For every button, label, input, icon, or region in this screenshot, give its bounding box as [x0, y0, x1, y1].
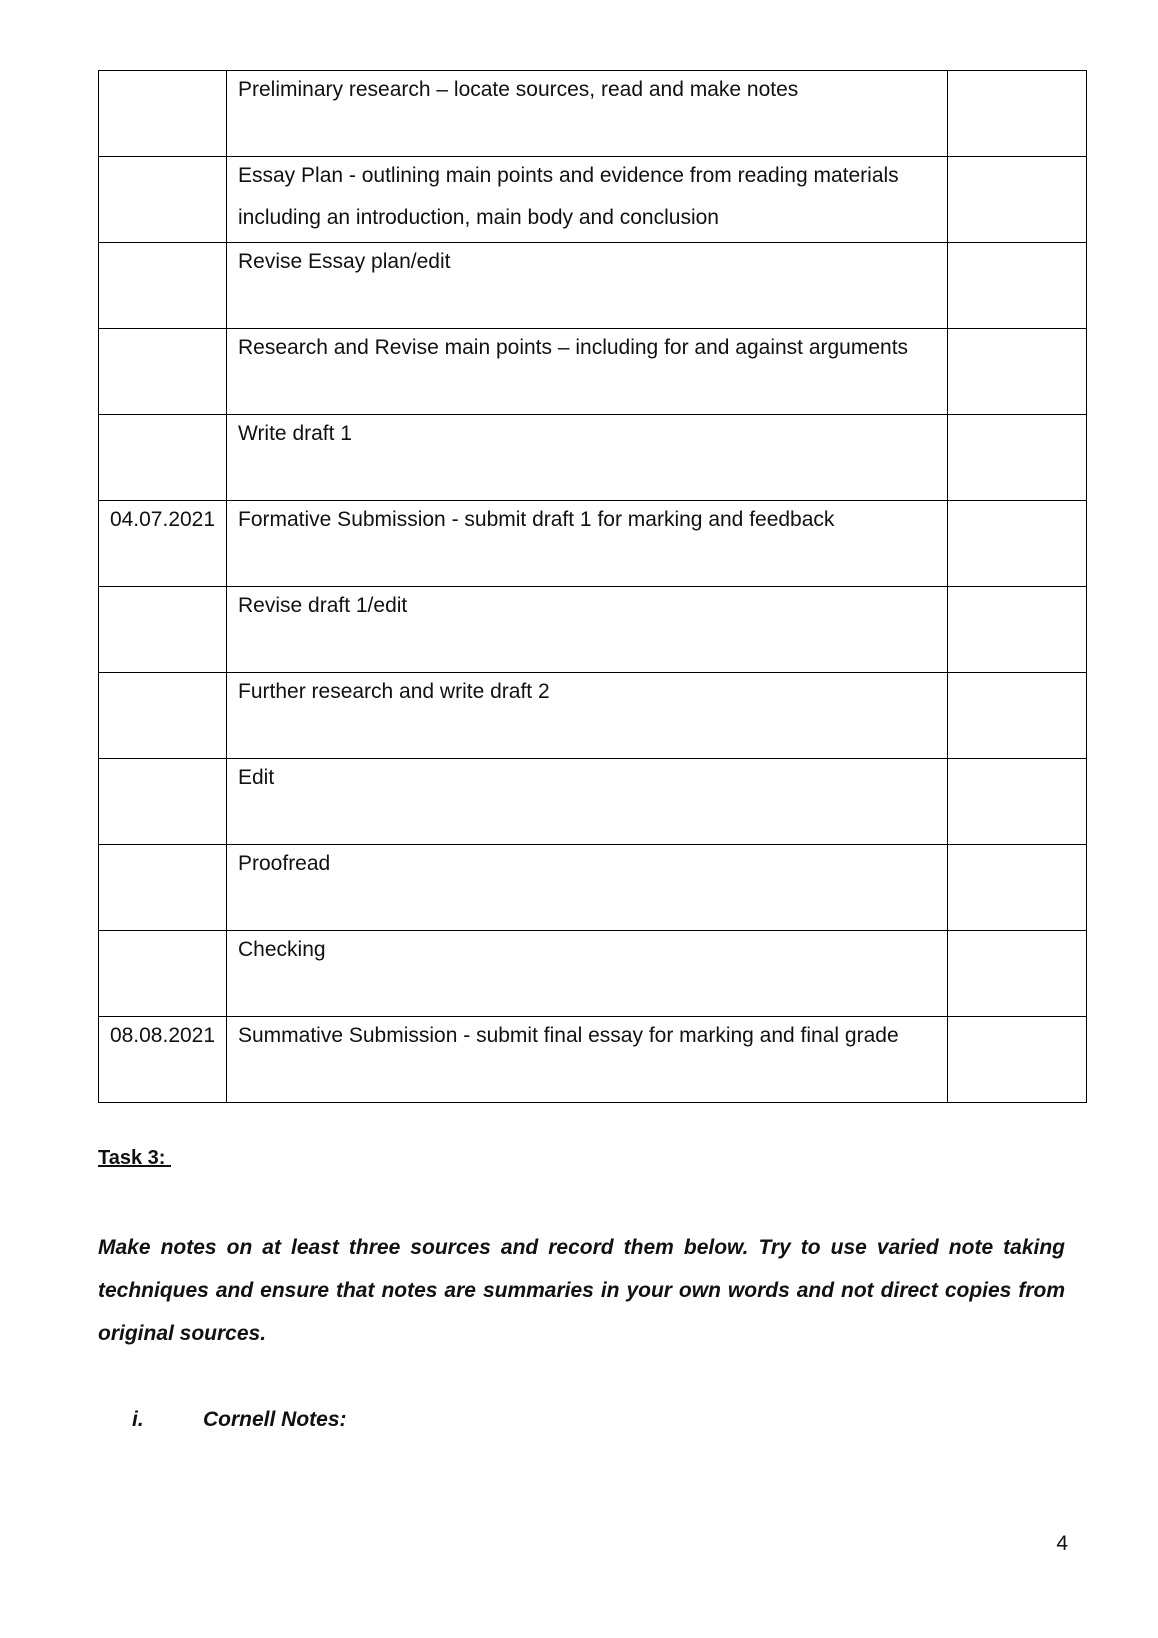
blank-cell: [948, 501, 1087, 587]
date-cell: 04.07.2021: [99, 501, 227, 587]
date-cell: [99, 157, 227, 243]
task-cell: Research and Revise main points – including for and against arguments: [227, 329, 948, 415]
blank-cell: [948, 157, 1087, 243]
blank-cell: [948, 243, 1087, 329]
table-row: [99, 157, 1087, 243]
blank-cell: [948, 673, 1087, 759]
date-cell: [99, 759, 227, 845]
table-row: [99, 415, 1087, 501]
task-cell: Write draft 1: [227, 415, 948, 501]
date-cell: [99, 243, 227, 329]
table-row: [99, 501, 1087, 587]
date-cell: [99, 931, 227, 1017]
task-cell: Revise draft 1/edit: [227, 587, 948, 673]
table-row: [99, 243, 1087, 329]
task-cell: Checking: [227, 931, 948, 1017]
blank-cell: [948, 415, 1087, 501]
date-cell: [99, 71, 227, 157]
date-cell: [99, 587, 227, 673]
blank-cell: [948, 1017, 1087, 1103]
task-cell: Formative Submission - submit draft 1 for marking and feedback: [227, 501, 948, 587]
table-row: [99, 329, 1087, 415]
schedule-table-body: [99, 71, 1087, 1103]
date-cell: [99, 329, 227, 415]
date-cell: [99, 673, 227, 759]
table-row: [99, 71, 1087, 157]
list-marker: i.: [132, 1408, 144, 1431]
table-row: [99, 1017, 1087, 1103]
page-number: 4: [1056, 1532, 1068, 1555]
task-3-instructions: Make notes on at least three sources and record them below. Try to use varied note taking techniques and ensure that notes are summaries in your own words and not direct copies from original sources.: [98, 1236, 1065, 1345]
table-row: [99, 673, 1087, 759]
task-cell: Further research and write draft 2: [227, 673, 948, 759]
table-row: [99, 845, 1087, 931]
date-cell: [99, 845, 227, 931]
cornell-notes-label: Cornell Notes:: [203, 1408, 347, 1431]
schedule-table: [98, 70, 1087, 1103]
blank-cell: [948, 845, 1087, 931]
task-3-heading: Task 3:: [98, 1147, 171, 1169]
date-cell: 08.08.2021: [99, 1017, 227, 1103]
table-row: [99, 931, 1087, 1017]
task-cell: Essay Plan - outlining main points and evidence from reading materials including an introduction, main body and conclusion: [227, 157, 948, 243]
table-row: [99, 759, 1087, 845]
blank-cell: [948, 329, 1087, 415]
date-cell: [99, 415, 227, 501]
blank-cell: [948, 931, 1087, 1017]
task-cell: Revise Essay plan/edit: [227, 243, 948, 329]
blank-cell: [948, 759, 1087, 845]
task-cell: Summative Submission - submit final essay for marking and final grade: [227, 1017, 948, 1103]
task-cell: Edit: [227, 759, 948, 845]
task-cell: Preliminary research – locate sources, read and make notes: [227, 71, 948, 157]
blank-cell: [948, 587, 1087, 673]
task-cell: Proofread: [227, 845, 948, 931]
table-row: [99, 587, 1087, 673]
blank-cell: [948, 71, 1087, 157]
